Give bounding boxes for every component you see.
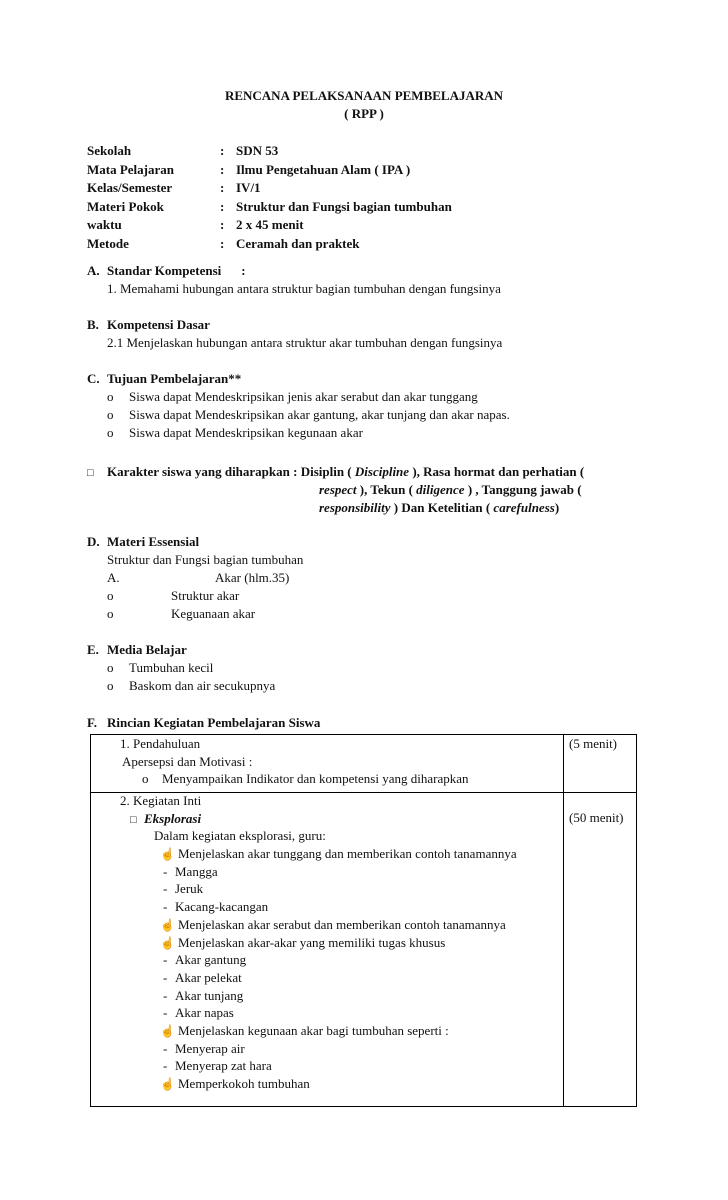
meta-row: Kelas/Semester : IV/1 (87, 180, 261, 195)
pointing-hand-icon: ☝ (160, 935, 175, 950)
meta-row: Sekolah : SDN 53 (87, 143, 279, 158)
section-b-title: Kompetensi Dasar (107, 317, 210, 332)
list-item: o Keguanaan akar (107, 606, 256, 621)
pointing-hand-icon: ☝ (160, 917, 175, 932)
list-item: o Struktur akar (107, 588, 240, 603)
list-item: ☝ Menjelaskan akar serabut dan memberikan contoh tanamannya (120, 916, 517, 934)
section-d-title: Materi Essensial (107, 534, 200, 549)
section-c-title: Tujuan Pembelajaran** (107, 371, 242, 386)
section-d: D. Materi Essensial Struktur dan Fungsi bagian tumbuhan A. Akar (hlm.35) o Struktur akar o Keguanaan akar (87, 534, 304, 621)
table-row: 1. Pendahuluan Apersepsi dan Motivasi : o Menyampaikan Indikator dan kompetensi yang diharapkan (120, 736, 469, 787)
doc-title: RENCANA PELAKSANAAN PEMBELAJARAN (224, 88, 504, 103)
list-item: - Mangga (163, 863, 218, 879)
list-item: - Akar napas (163, 1005, 234, 1021)
duration-label: (50 menit) (569, 810, 624, 825)
list-item: o Baskom dan air secukupnya (107, 678, 276, 693)
pointing-hand-icon: ☝ (160, 1077, 175, 1091)
list-item: ☝ Menjelaskan kegunaan akar bagi tumbuhan seperti : (120, 1022, 517, 1040)
list-item: o Siswa dapat Mendeskripsikan jenis akar serabut dan akar tunggang (107, 389, 478, 404)
list-item: o Siswa dapat Mendeskripsikan kegunaan akar (107, 425, 363, 440)
meta-row: Materi Pokok : Struktur dan Fungsi bagian tumbuhan (87, 198, 452, 214)
section-f-title: Rincian Kegiatan Pembelajaran Siswa (107, 715, 321, 730)
table-row: 2. Kegiatan Inti □ Eksplorasi Dalam kegiatan eksplorasi, guru: ☝ Menjelaskan akar tunggang dan memberikan contoh tanamannya - Mangga - Jeruk - Kacang-kacangan ☝ Menjelaskan akar serabut dan memberikan contoh tanamannya ☝ Menjelaskan akar-akar yang memiliki tugas khusus - Akar gantung - Akar pelekat - Akar tunjang - Akar napas ☝ Menjelaskan kegunaan akar bagi tumbuhan seperti : - Menyerap air - Menyerap zat hara ☝ Memperkokoh tumbuhan (120, 792, 517, 1093)
list-item: o Tumbuhan kecil (107, 660, 214, 675)
square-bullet-icon: □ (87, 467, 94, 479)
list-item: - Akar gantung (163, 952, 247, 968)
section-a-item: 1. Memahami hubungan antara struktur bagian tumbuhan dengan fungsinya (107, 281, 501, 296)
meta-row: Metode : Ceramah dan praktek (87, 235, 360, 251)
list-item: - Kacang-kacangan (163, 899, 269, 915)
column-divider (563, 735, 564, 1106)
list-item: - Akar tunjang (163, 987, 244, 1003)
duration-label: (5 menit) (569, 736, 618, 751)
list-item: - Akar pelekat (163, 969, 242, 985)
meta-row: Mata Pelajaran : Ilmu Pengetahuan Alam ( IPA ) (87, 161, 411, 177)
section-f: F. Rincian Kegiatan Pembelajaran Siswa (87, 715, 321, 730)
square-bullet-icon: □ (130, 813, 137, 826)
list-item: o Siswa dapat Mendeskripsikan akar gantung, akar tunjang dan akar napas. (107, 407, 510, 422)
list-item: - Menyerap air (163, 1040, 245, 1056)
list-item: ☝ Memperkokoh tumbuhan (120, 1075, 517, 1093)
karakter-block: □ Karakter siswa yang diharapkan : Disiplin ( Discipline ), Rasa hormat dan perhatian ( respect ), Tekun ( diligence ) , Tanggung jawab ( responsibility ) Dan Ketelitian ( carefulness) (87, 464, 585, 515)
meta-table (87, 142, 452, 253)
list-item: ☝ Menjelaskan akar tunggang dan memberikan contoh tanamannya (120, 845, 517, 863)
section-b: B. Kompetensi Dasar 2.1 Menjelaskan hubungan antara struktur akar tumbuhan dengan fungsinya (87, 317, 503, 350)
list-item: - Jeruk (163, 881, 204, 897)
activity-table (90, 734, 637, 1107)
section-e: E. Media Belajar o Tumbuhan kecil o Baskom dan air secukupnya (87, 642, 276, 693)
list-item: ☝ Menjelaskan akar-akar yang memiliki tugas khusus (120, 934, 517, 952)
exploration-list (120, 845, 517, 1093)
section-b-item: 2.1 Menjelaskan hubungan antara struktur akar tumbuhan dengan fungsinya (107, 335, 503, 350)
section-a: A. Standar Kompetensi : 1. Memahami hubungan antara struktur bagian tumbuhan dengan fungsinya (87, 263, 501, 296)
meta-row: waktu : 2 x 45 menit (87, 217, 304, 232)
section-e-title: Media Belajar (107, 642, 187, 657)
pointing-hand-icon: ☝ (160, 847, 175, 862)
pointing-hand-icon: ☝ (160, 1023, 175, 1038)
section-a-title: Standar Kompetensi (107, 263, 222, 278)
section-c: C. Tujuan Pembelajaran** o Siswa dapat Mendeskripsikan jenis akar serabut dan akar tunggang o Siswa dapat Mendeskripsikan akar gantung, akar tunjang dan akar napas. o Siswa dapat Mendeskripsikan kegunaan akar (87, 371, 510, 440)
doc-subtitle: ( RPP ) (344, 106, 384, 121)
list-item: - Menyerap zat hara (163, 1058, 272, 1074)
